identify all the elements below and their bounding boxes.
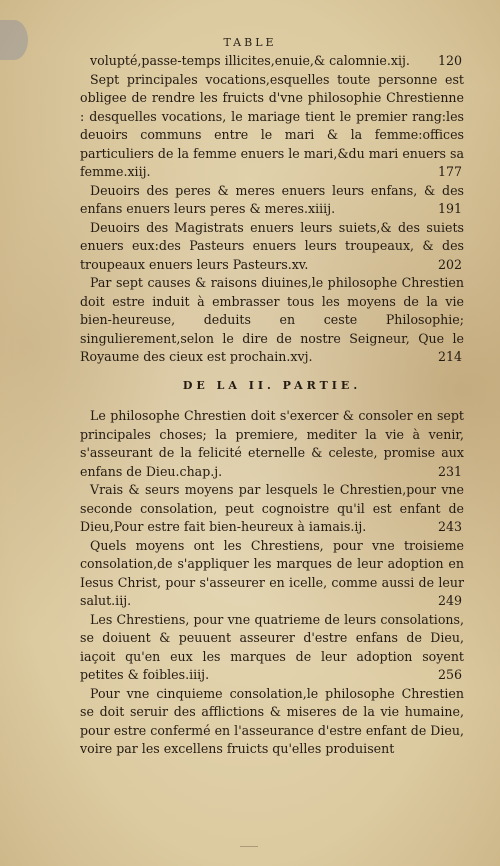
page-rule [240,846,258,847]
toc-entry-text: Vrais & seurs moyens par lesquels le Chrestien,pour vne seconde consolation, peut cognoistre qu'il est enfant de Dieu,Pour estre fait bien-heureux à iamais.ij. [80,482,464,534]
toc-entry-text: Les Chrestiens, pour vne quatrieme de leurs consolations, se doiuent & peuuent asseurer d'estre enfans de Dieu, iaçoit qu'en eux les marques de leur adoption soyent petites & foibles.iiij. [80,611,464,682]
toc-page-number: 202 [437,256,462,272]
running-head: TABLE [223,36,277,49]
toc-entry [80,481,464,537]
toc-page-number: 231 [437,463,462,479]
toc-entry-text: Pour vne cinquieme consolation,le philosophe Chrestien se doit seruir des afflictions & miseres de la vie humaine, pour estre confermé en l'asseurance d'estre enfant de Dieu, voire par les excellens fruicts qu'elles produisent [80,685,464,756]
part-heading: DE LA II. PARTIE. [182,378,362,392]
part2-entries [80,407,464,759]
toc-entry-text: Quels moyens ont les Chrestiens, pour vne troisieme consolation,de s'appliquer les marques de leur adoption en Iesus Christ, pour s'asseurer en icelle, comme aussi de leur salut.iij. [80,537,464,608]
toc-entry [80,182,464,219]
toc-page-number: 191 [437,201,462,216]
toc-entry-text: Le philosophe Chrestien doit s'exercer & consoler en sept principales choses; la premiere, mediter la vie à venir, s'asseurant de la felicité eternelle & celeste, promise aux enfans de Dieu.chap.j. [80,408,464,479]
toc-entry [80,71,464,182]
toc-entry [80,685,464,759]
table-of-contents-text [80,52,464,759]
toc-page-number: 249 [437,593,462,608]
toc-page-number: 177 [437,164,462,179]
toc-page-number: 120 [437,53,462,68]
toc-entry-text: Deuoirs des Magistrats enuers leurs suiets,& des suiets enuers eux:des Pasteurs enuers leurs troupeaux, & des troupeaux enuers leurs Pasteurs.xv. [80,219,464,272]
toc-page-number: 214 [437,349,462,364]
toc-entry [80,407,464,481]
toc-entry-text: volupté,passe-temps illicites,enuie,& calomnie.xij. [90,53,410,68]
part1-entries [80,52,464,367]
toc-entry-text: Par sept causes & raisons diuines,le philosophe Chrestien doit estre induit à embrasser tous les moyens de la vie bien-heureuse, deduits en ceste Philosophie; singulierement,selon le dire de nostre Seigneur, Que le Royaume des cieux est prochain.xvj. [80,275,464,364]
toc-entry [80,274,464,367]
toc-entry [80,611,464,685]
toc-entry [80,537,464,611]
toc-entry [80,219,464,275]
toc-page-number: 256 [437,667,462,682]
toc-page-number: 243 [437,519,462,534]
toc-entry [80,52,464,71]
toc-entry-text: Deuoirs des peres & meres enuers leurs enfans, & des enfans enuers leurs peres & meres.xiiij. [80,182,464,216]
toc-entry-text: Sept principales vocations,esquelles toute personne est obligee de rendre les fruicts d'vne philosophie Chrestienne : desquelles vocations, le mariage tient le premier rang:les deuoirs communs entre le mari & la femme:offices particuliers de la femme enuers le mari,&du mari enuers sa femme.xiij. [80,71,464,179]
